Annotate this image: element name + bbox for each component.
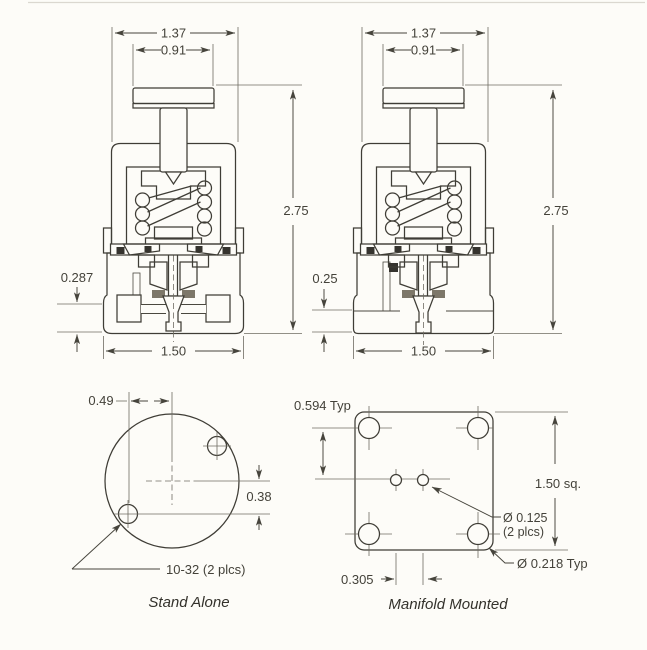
dim-plate-size: 1.50 sq. [534, 476, 582, 491]
corner-hole-bl [359, 524, 380, 545]
port-channel-left [141, 305, 166, 314]
dim-center-hole-spacing: 0.305 [341, 572, 374, 587]
center-hole-callout-line1: Ø 0.125 [503, 511, 548, 525]
corner-hole-tr [468, 418, 489, 439]
corner-hole-tl [359, 418, 380, 439]
port-channel-right [181, 305, 206, 314]
bottom-view-manifold [294, 398, 588, 613]
center-hole-callout-line2: (2 plcs) [503, 525, 544, 539]
dim-corner-hole-offset: 0.594 Typ [294, 398, 351, 413]
supply-passage [383, 262, 390, 311]
corner-hole-br [468, 524, 489, 545]
dim-hole-offset-y: 0.38 [246, 489, 272, 504]
dim-base-width: 1.50 [410, 343, 437, 359]
corner-hole-callout: Ø 0.218 Typ [517, 556, 588, 571]
dim-hole-offset-x: 0.49 [88, 393, 114, 408]
dim-overall-width: 1.37 [160, 25, 187, 41]
dim-knob-width: 0.91 [160, 42, 187, 58]
dim-overall-height: 2.75 [543, 203, 569, 218]
upper-hole-crosshair [203, 432, 231, 460]
poppet-stem [169, 250, 178, 296]
bottom-view-standalone [72, 392, 272, 611]
caption-manifold-mounted: Manifold Mounted [388, 596, 508, 613]
dim-port-height: 0.287 [60, 270, 94, 285]
port-hole-left [391, 475, 402, 486]
side-port-right [206, 295, 230, 322]
front-view-standalone [57, 26, 309, 360]
port-hole-right [418, 475, 429, 486]
front-view-manifold [312, 26, 569, 360]
dim-overall-height: 2.75 [283, 203, 309, 218]
dim-base-width: 1.50 [160, 343, 187, 359]
dim-knob-width: 0.91 [410, 42, 437, 58]
poppet-stem [419, 250, 428, 296]
side-port-left [117, 295, 141, 322]
dim-port-height: 0.25 [312, 271, 338, 286]
dim-overall-width: 1.37 [410, 25, 437, 41]
thread-callout: 10-32 (2 plcs) [166, 562, 246, 577]
caption-stand-alone: Stand Alone [148, 594, 230, 611]
